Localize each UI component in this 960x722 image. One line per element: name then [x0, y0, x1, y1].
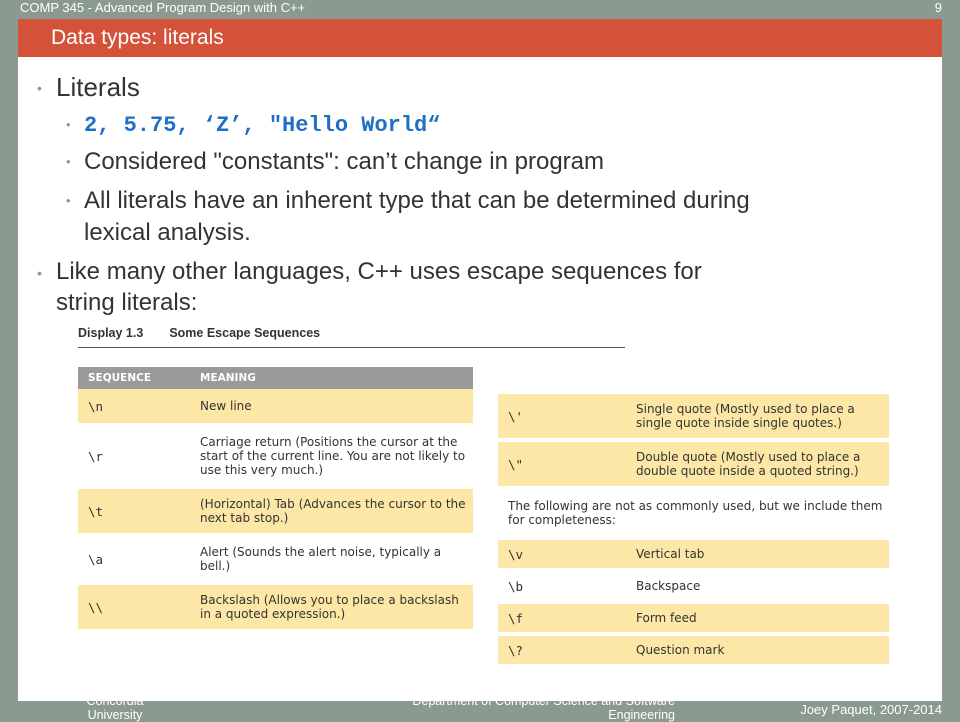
- sequence-cell: \v: [498, 540, 626, 568]
- footer-department-line2: Engineering: [608, 708, 675, 722]
- footer-department-line1: Department of Computer Science and Software: [412, 694, 675, 708]
- meaning-cell: Question mark: [626, 636, 889, 664]
- sequence-cell: \": [498, 442, 626, 486]
- escape-table-right: [498, 394, 889, 664]
- table-note: The following are not as commonly used, but we include them for completeness:: [498, 490, 889, 536]
- literal-examples: 2, 5.75, ‘Z’, "Hello World“: [84, 113, 441, 138]
- table-note-row: [498, 490, 889, 536]
- course-title: COMP 345 - Advanced Program Design with C++: [20, 0, 306, 15]
- meaning-cell: Alert (Sounds the alert noise, typically a bell.): [190, 537, 473, 581]
- table-row: [78, 489, 473, 533]
- sequence-cell: \t: [78, 489, 190, 533]
- bullet-escape-line2: string literals:: [56, 289, 198, 316]
- slide-number: 9: [934, 0, 942, 15]
- sequence-cell: \': [498, 394, 626, 438]
- table-row: [498, 540, 889, 568]
- column-header-meaning: MEANING: [190, 367, 473, 389]
- footer-university-line2: University: [87, 708, 143, 722]
- table-row: [78, 389, 473, 423]
- title-bar: [18, 19, 942, 57]
- meaning-cell: Vertical tab: [626, 540, 889, 568]
- meaning-cell: Form feed: [626, 604, 889, 632]
- meaning-cell: (Horizontal) Tab (Advances the cursor to the next tab stop.): [190, 489, 473, 533]
- footer-university: [60, 694, 170, 722]
- display-label: Display 1.3: [78, 326, 144, 340]
- sequence-cell: \b: [498, 572, 626, 600]
- footer-department: [325, 694, 675, 722]
- sequence-cell: \f: [498, 604, 626, 632]
- table-row: [498, 636, 889, 664]
- sequence-cell: \r: [78, 427, 190, 485]
- escape-table-left: [78, 367, 473, 629]
- bullet-literals: Literals: [56, 72, 140, 102]
- figure-caption: [78, 326, 320, 340]
- meaning-cell: Backslash (Allows you to place a backslash in a quoted expression.): [190, 585, 473, 629]
- column-header-sequence: SEQUENCE: [78, 367, 190, 389]
- meaning-cell: Double quote (Mostly used to place a double quote inside a quoted string.): [626, 442, 889, 486]
- bullet-icon: •: [66, 117, 71, 132]
- bullet-inherent-type-line1: All literals have an inherent type that can be determined during: [84, 187, 750, 214]
- bullet-icon: •: [66, 193, 71, 208]
- meaning-cell: Backspace: [626, 572, 889, 600]
- table-row: [498, 572, 889, 600]
- bullet-icon: •: [37, 265, 42, 281]
- bullet-constants: Considered "constants": can’t change in program: [84, 148, 604, 175]
- sequence-cell: \n: [78, 389, 190, 423]
- table-row: [78, 537, 473, 581]
- sequence-cell: \\: [78, 585, 190, 629]
- meaning-cell: Carriage return (Positions the cursor at the start of the current line. You are not likely to use this very much.): [190, 427, 473, 485]
- slide-title: Data types: literals: [51, 26, 224, 49]
- meaning-cell: New line: [190, 389, 473, 423]
- table-row: [498, 442, 889, 486]
- bullet-inherent-type-line2: lexical analysis.: [84, 219, 251, 246]
- bullet-icon: •: [37, 80, 42, 96]
- bullet-icon: •: [66, 154, 71, 169]
- table-row: [498, 394, 889, 438]
- bullet-escape-line1: Like many other languages, C++ uses escape sequences for: [56, 258, 702, 285]
- footer-university-line1: Concordia: [86, 694, 144, 708]
- display-title: Some Escape Sequences: [169, 326, 321, 340]
- footer-author: Joey Paquet, 2007-2014: [800, 702, 942, 717]
- meaning-cell: Single quote (Mostly used to place a single quote inside single quotes.): [626, 394, 889, 438]
- sequence-cell: \a: [78, 537, 190, 581]
- caption-rule: [78, 347, 625, 348]
- table-row: [78, 585, 473, 629]
- table-row: [498, 604, 889, 632]
- sequence-cell: \?: [498, 636, 626, 664]
- table-row: [78, 427, 473, 485]
